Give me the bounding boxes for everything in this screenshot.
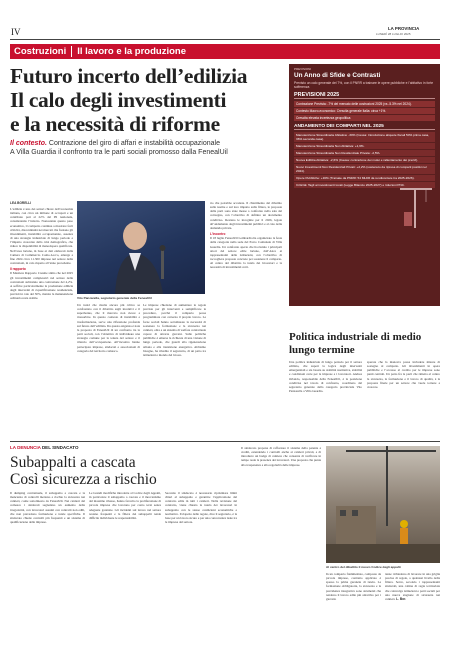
bottom-column-4: Il sindacato propone di rafforzare il sistema della patente a crediti, estendendo i controlli anche ai cantieri privati, e di introdurre un badge di cantiere che consenta di verificare in tempo reale la presenza dei lavoratori. Una proposta che punta alla trasparenza e alla regolarità delle imprese. bbox=[241, 446, 321, 467]
bottom-headline bbox=[10, 454, 240, 488]
and-item: Nuovi Investimenti Non Residenziali Privati: +2,2% (sostenuto da ripresa di comparti positivi nel 2024). bbox=[294, 164, 435, 174]
headline-line: Futuro incerto dell’edilizia bbox=[10, 64, 248, 88]
and-item: Nuova Edilizia Abitativa: -2,6% (Causa: contrazione dei mutui e rallentamento dei prezzi). bbox=[294, 157, 435, 163]
denuncia-tag bbox=[10, 445, 78, 450]
bottom-photo-caption: Al centro del dibattito il nuovo Codice degli appalti bbox=[326, 565, 401, 569]
speaker-figure bbox=[77, 201, 205, 294]
bottom-photo bbox=[326, 446, 440, 563]
and-item: Manutenzione Straordinaria Non Residenziale Privata: -2,5%. bbox=[294, 150, 435, 156]
right-article-column-2: sperare che la manovra possa includere misure di sostegno al comparto. Gli investimenti in opere pubbliche e l’accesso al credito per le imprese sono punti centrali. Un patto fra le parti che rimetta al centro la sicurezza, la formazione e il lavoro di qualità, è la proposta finale per un settore che vuole tornare a crescere. bbox=[367, 360, 440, 389]
and-item: Manutenzione Straordinaria Abitativa: -30% (Cessa: Introduzione aliquote fiscali 50% prima casa, 36% seconda casa). bbox=[294, 132, 435, 142]
tower-crane-illustration bbox=[398, 182, 434, 230]
construction-site-scene bbox=[326, 446, 440, 563]
forecast-panel bbox=[289, 64, 440, 306]
lead-photo bbox=[77, 201, 205, 294]
issue-date: LUNEDÌ 28 LUGLIO 2025 bbox=[376, 32, 411, 36]
body-text: L’edilizia è uno dei settori chiave dell’economia italiana, con circa un milione di occupati e un contributo pari al 22% del Pil nazionale, considerando l’indotto. Nonostante questo peso economico, il comparto continua a mostrare forti criticità, discontinuità nei mercati che frenano gli investimenti, instabilità occupazionale, assenza di una strategia industriale di lungo periodo e l’impatto crescente della crisi demografica, che riduce la disponibilità di manodopera qualificata. Nell’area lariana, in base ai dati elaborati dalla Camera di Commercio Como-Lecco, emerge a fine 2024 circa 11.300 imprese nel settore delle costruzioni, in calo rispetto all’anno precedente. bbox=[10, 207, 73, 266]
panel-section-head: ANDAMENTO DEI COMPARTI NEL 2025 bbox=[294, 124, 435, 130]
panel-badge: PREVISIONI bbox=[294, 67, 312, 71]
lead-subhead bbox=[10, 139, 280, 157]
page-number: IV bbox=[11, 27, 21, 37]
bottom-column-3: Secondo il sindacato è necessario ripristinare limiti chiari al subappalto e garantire l’applicazione del contratto edile in tutti i cantieri. Nella revisione del contratto, viene chiesta la tutela dei lavoratori in subappalto con le stesse condizioni economiche e normative. Il rispetto delle regole, dice il segretario, è la base per un lavoro sicuro e per una concorrenza leale tra le imprese del settore. bbox=[165, 491, 237, 525]
and-item: Criticità: Tagli ai investimenti locali (Legge Bilancio 2025-2027) e riduzioni PNC. bbox=[294, 182, 435, 188]
brand-masthead: LA PROVINCIA bbox=[388, 26, 420, 31]
headline-line: e la necessità di riforme bbox=[10, 112, 220, 136]
inline-subhead: Il rapporto bbox=[10, 267, 26, 272]
subhead-text: A Villa Guardia il confronto tra le parti sociali promosso dalla FenealUil bbox=[10, 149, 228, 156]
kicker: Il contesto. bbox=[10, 140, 47, 147]
prev-item: Crescita elevata incertezza geopolitica bbox=[294, 115, 435, 121]
and-item: Manutenzione Straordinaria Non Abitativa: +1,6%. bbox=[294, 143, 435, 149]
tag-sub: DEL SINDACATO bbox=[41, 445, 79, 450]
body-text: tanze richiedono di lavorare in una griglia precisa di regole, a qualsiasi livello della filiera. Serve, secondo i rappresentanti sindacali, una cabina di regia territoriale che coinvolga istituzioni e parti sociali per una nuova stagione di sicurezza nei cantieri. bbox=[385, 572, 440, 601]
bottom-rule bbox=[10, 441, 440, 442]
lead-column-1 bbox=[10, 207, 73, 437]
right-article-column-1: Una politica industriale di lungo periodo per il settore edilizio, che superi la logica degli interventi emergenziali e sia basata su stabilità normativa, stabilità e condizioni certe per le imprese e i lavoratori. Andrea Orlando, responsabile della FenealUil, è la posizione condivisa nel tavolo di confronto, coordinato dal segretario generale della categoria provinciale Vito Panzarella a Villa Guardia. bbox=[289, 360, 362, 394]
bottom-column-5: In un comparto frammentato, composto da piccole imprese, contratto applicato è spesso la prima garanzia di tutela. La formazione obbligatoria, la sicurezza e la previdenza integrativa sono strumenti che rendono il lavoro edile più attrattivo per i giovani. bbox=[326, 572, 381, 601]
section-subtitle: Il lavoro e la produzione bbox=[77, 46, 186, 57]
lead-headline bbox=[10, 64, 280, 136]
panel-intro: Previsto un calo generale del 7%, con il PNRR a trainare le opere pubbliche e l’abitativo in forte sofferenza bbox=[294, 81, 434, 90]
bottom-column-1: Il dumping contrattuale, il subappalto a cascata e la mancanza di controlli mettono a rischio la sicurezza nei cantieri, come sottolineato da FenealUil. Nei cantieri del comasco i sindacati segnalano un aumento delle irregolarità, con lavoratori assunti con contratti non edili, che non prevedono formazione e tutele specifiche. Il sindacato chiede controlli più frequenti e un sistema di qualificazione delle imprese. bbox=[10, 491, 85, 525]
header-rule bbox=[10, 39, 440, 40]
lead-column-4 bbox=[210, 201, 282, 437]
panel-section-head: PREVISIONI 2025 bbox=[294, 92, 435, 99]
lead-byline: LEA BORELLI bbox=[10, 201, 32, 205]
headline-line: Così sicurezza a rischio bbox=[10, 471, 157, 488]
photo-caption: Vito Panzarella, segretario generale della FenealUil bbox=[77, 296, 152, 300]
and-item: Opere Pubbliche: +16% (Trainate da PNRR: 54 MLD€ da rendicontare tra 2025-2026). bbox=[294, 175, 435, 181]
headline-line: Subappalti a cascata bbox=[10, 454, 136, 471]
right-article-headline: Politica industriale di medio lungo termine bbox=[289, 331, 422, 356]
prev-item: Contrazione Prevista: -7% del mercato delle costruzioni 2025 (vs -5.3% nel 2024). bbox=[294, 101, 435, 107]
section-bar bbox=[10, 44, 440, 59]
prev-item: Contesto Macro-economico: Crescita generale Italia: circa +1%. bbox=[294, 108, 435, 114]
lead-column-3: Le imprese chiedono di aumentare le regole previste per gli interventi e semplificare le procedure, perché il comparto possa programmare con certezza il proprio lavoro. Le forze sociali hanno sottolineato la necessità di sostenere la formazione e la sicurezza nei cantieri, oltre a un sistema di welfare contrattuale capace di attrarre giovani. Sulle politiche pubbliche è emersa la richiesta di una visione di lungo periodo, che guardi alla rigenerazione urbana e alla transizione energetica. Abbiamo bisogno, ha ribadito il segretario, di un patto tra istituzioni e mondo del lavoro. bbox=[143, 303, 206, 357]
subhead-text: Contrazione del giro di affari e instabilità occupazionale bbox=[48, 140, 220, 147]
bottom-column-6 bbox=[385, 572, 440, 649]
body-text: rio che potrebbe accadere. Il chiarimento del dibattito sulle norme e sul loro impatto sulla filiera, le proposte delle parti sono state messe a confronto nella sala del convegno, con l’obiettivo di definire un documento condiviso. Restano le incognite per il 2026, legate all’andamento degli investimenti pubblici e al calo della domanda privata. bbox=[210, 201, 282, 230]
body-text: Il Mestiere Rapporto Cresme stima che nel 2025 gli investimenti complessivi nel settore delle costruzioni subiranno una contrazione del 4,2%. A soffrire particolarmente la produzione edilizia degli interventi di riqualificazione residenziale, previsti in calo del 30%, mentre la manutenzione ordinaria resta stabile. bbox=[10, 271, 73, 301]
bottom-column-2: Le Grandi modifiche introdotte al Codice degli Appalti, in particolare il subappalto a cascata e il meccanismo del massimo ribasso, hanno favorito la proliferazione di piccole imprese che lavorano per conto terzi senza adeguate garanzie. Gli incidenti sul lavoro nel settore restano frequenti e la filiera dei subappalti rende difficile individuare le responsabilità. bbox=[89, 491, 161, 520]
lead-column-2: Un trend che risulta ancora più critico se confrontato con il dibattito sugli incentivi e il superbonus, che il mercato non riesce a riassorbire. In questo contesto di instabilità e trasformazione, serve una riflessione profonda sul futuro dell’edilizia. Da questa esigenza è nata la proposta di FenealUil di un confronto tra le parti sociali, con l’obiettivo di individuare una strategia comune per la tenuta del settore e il rilancio dell’occupazione. All’incontro hanno partecipato imprese, sindacati e associazioni di categoria del territorio comasco. bbox=[77, 303, 140, 353]
section-label: Costruzioni bbox=[14, 46, 67, 57]
tag-label: LA DENUNCIA bbox=[10, 445, 41, 450]
article-signature: L. Bor. bbox=[396, 596, 407, 601]
inline-subhead: L’incontro bbox=[210, 232, 226, 237]
headline-line: Il calo degli investimenti bbox=[10, 88, 227, 112]
body-text: Il 18 luglio FenealUil Lombardia ha organizzato la festa della categoria nella sede del Parco Comunale di Villa Guardia. Un confronto aperto che ha riunito i principali attori del settore edile lariano, dall’Ance ai rappresentanti delle istituzioni, con l’obiettivo di raccogliere proposte concrete per sostenere il comparto. Al centro del dibattito la tutela dei lavoratori e la necessità di investimenti certi. bbox=[210, 236, 282, 270]
panel-title: Un Anno di Sfide e Contrasti bbox=[294, 72, 381, 79]
